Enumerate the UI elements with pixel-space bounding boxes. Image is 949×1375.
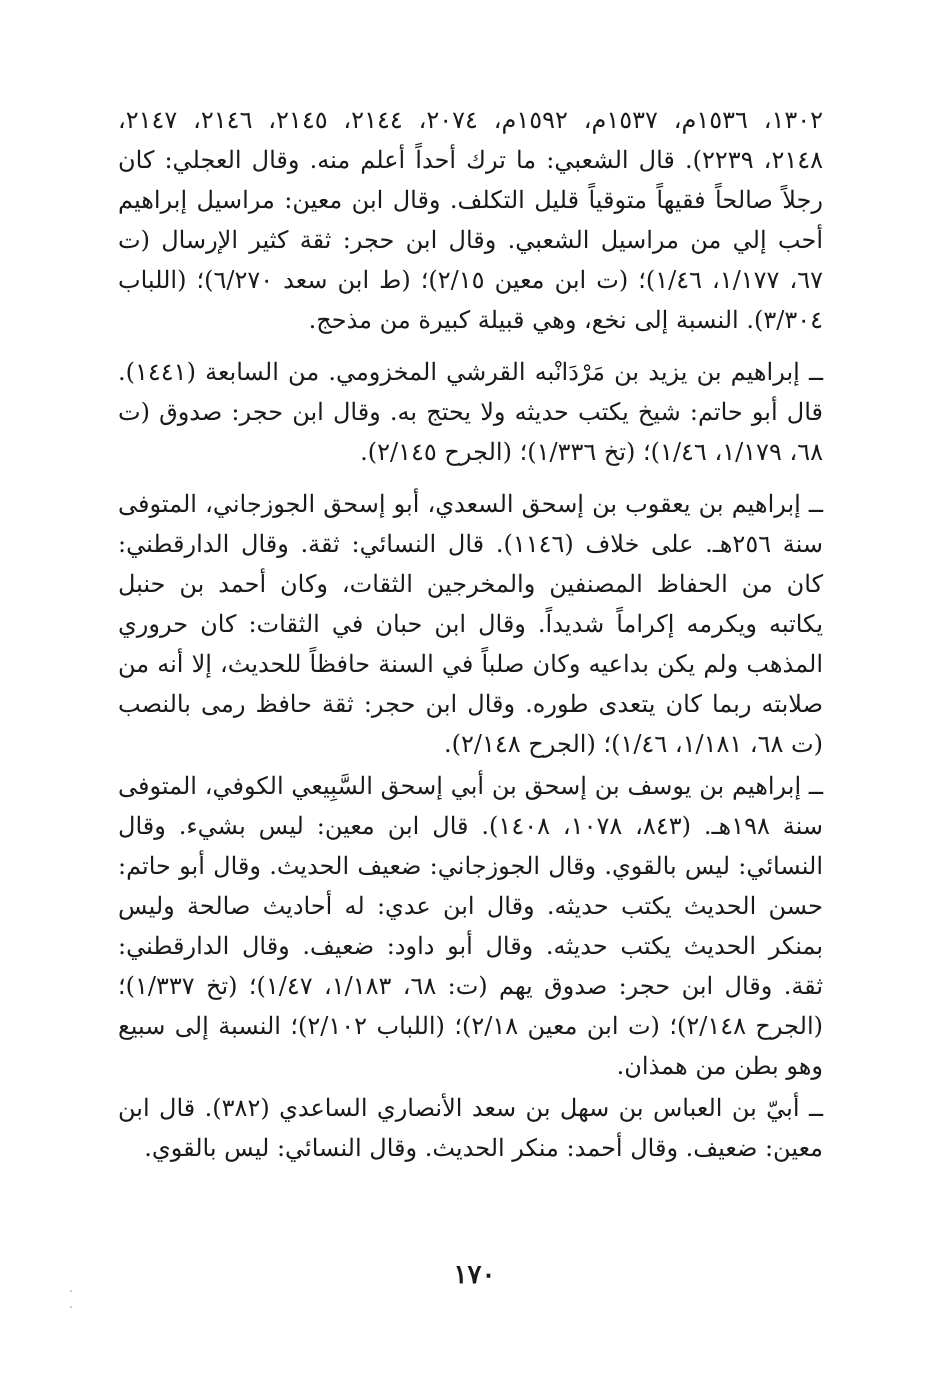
scan-speck	[70, 1306, 72, 1308]
paragraph-continuation: ١٣٠٢، ١٥٣٦م، ١٥٣٧م، ١٥٩٢م، ٢٠٧٤، ٢١٤٤، ٢١٤٥، ٢١٤٦، ٢١٤٧، ٢١٤٨، ٢٢٣٩). قال الشعبي: ما ترك أحداً أعلم منه. وقال العجلي: كان رجلاً صالحاً فقيهاً متوقياً قليل التكلف. وقال ابن معين: مراسيل إبراهيم أحب إلي من مراسيل الشعبي. وقال ابن حجر: ثقة كثير الإرسال (ت ٦٧، ١/١٧٧، ١/٤٦)؛ (ت ابن معين ٢/١٥)؛ (ط ابن سعد ٦/٢٧٠)؛ (اللباب ٣/٣٠٤). النسبة إلى نخع، وهي قبيلة كبيرة من مذحج.	[118, 106, 824, 334]
page-body	[118, 100, 823, 1168]
paragraph-entry-ibrahim-bin-yusuf: ــ إبراهيم بن يوسف بن إسحق بن أبي إسحق السَّبِيعي الكوفي، المتوفى سنة ١٩٨هـ. (٨٤٣، ١٠٧٨، ١٤٠٨). قال ابن معين: ليس بشيء. وقال النسائي: ليس بالقوي. وقال الجوزجاني: ضعيف الحديث. وقال أبو حاتم: حسن الحديث يكتب حديثه. وقال ابن عدي: له أحاديث صالحة وليس بمنكر الحديث يكتب حديثه. وقال أبو داود: ضعيف. وقال الدارقطني: ثقة. وقال ابن حجر: صدوق يهم (ت: ٦٨، ١/١٨٣، ١/٤٧)؛ (تخ ١/٣٣٧)؛ (الجرح ٢/١٤٨)؛ (ت ابن معين ٢/١٨)؛ (اللباب ٢/١٠٢)؛ النسبة إلى سبيع وهو بطن من همذان.	[118, 772, 824, 1080]
scan-speck	[70, 1290, 72, 1292]
paragraph-entry-ibrahim-bin-yazid: ــ إبراهيم بن يزيد بن مَرْدَانْبه القرشي المخزومي. من السابعة (١٤٤١). قال أبو حاتم: شيخ يكتب حديثه ولا يحتج به. وقال ابن حجر: صدوق (ت ٦٨، ١/١٧٩، ١/٤٦)؛ (تخ ١/٣٣٦)؛ (الجرح ٢/١٤٥).	[118, 358, 823, 466]
paragraph-entry-ibrahim-bin-yaqub: ــ إبراهيم بن يعقوب بن إسحق السعدي، أبو إسحق الجوزجاني، المتوفى سنة ٢٥٦هـ. على خلاف (١١٤٦). قال النسائي: ثقة. وقال الدارقطني: كان من الحفاظ المصنفين والمخرجين الثقات، وكان أحمد بن حنبل يكاتبه ويكرمه إكراماً شديداً. وقال ابن حبان في الثقات: كان حروري المذهب ولم يكن بداعيه وكان صلباً في السنة حافظاً للحديث، إلا أنه من صلابته ربما كان يتعدى طوره. وقال ابن حجر: ثقة حافظ رمى بالنصب (ت ٦٨، ١/١٨١، ١/٤٦)؛ (الجرح ٢/١٤٨).	[118, 490, 823, 758]
page-number: ١٧٠	[453, 1260, 496, 1290]
paragraph-entry-ubayy-bin-abbas: ــ أبيّ بن العباس بن سهل بن سعد الأنصاري الساعدي (٣٨٢). قال ابن معين: ضعيف. وقال أحمد: منكر الحديث. وقال النسائي: ليس بالقوي.	[118, 1094, 823, 1162]
